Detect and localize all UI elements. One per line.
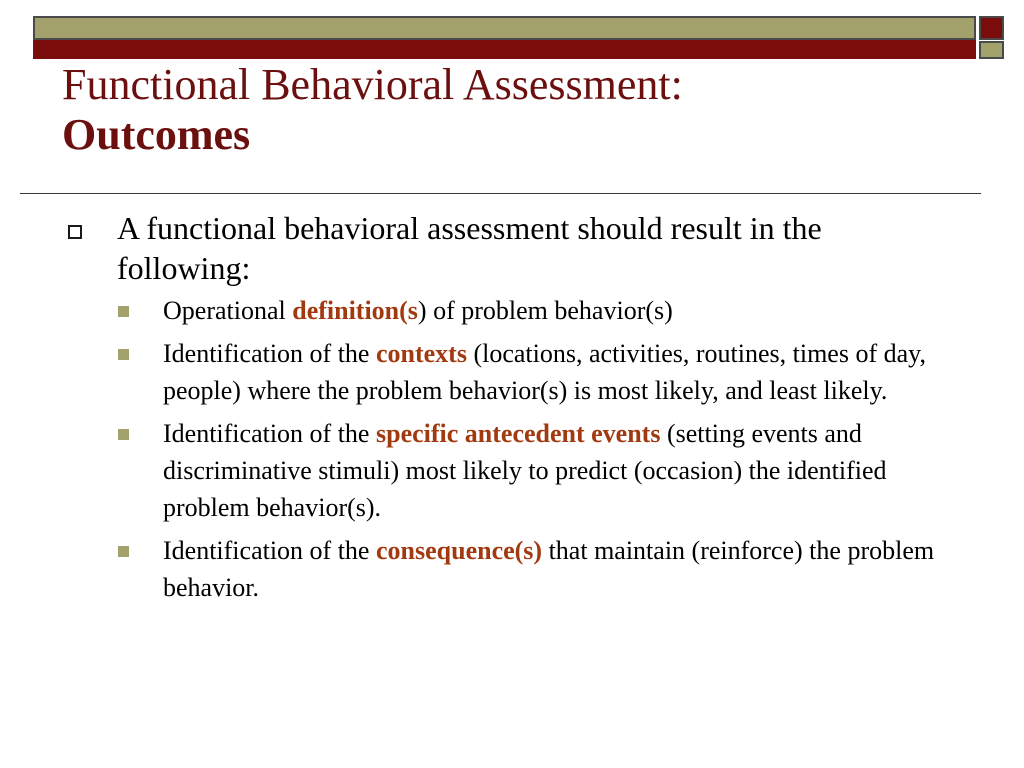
header-band-olive [33,16,976,40]
sub-item-text-after: (setting events and discriminative stimuli) most likely to predict (occasion) the identified problem behavior(s). [163,419,887,522]
main-bullet-text: A functional behavioral assessment should result in the following: [117,210,822,286]
corner-block-maroon [979,16,1004,40]
corner-block-olive [979,41,1004,59]
sub-item-highlight: consequence(s) [375,536,543,565]
title-line-1: Functional Behavioral Assessment: [62,60,683,109]
sub-item-highlight: definition(s [292,296,418,325]
filled-square-bullet-icon [118,306,129,317]
sub-bullet-item [0,335,1024,409]
main-bullet-item [0,208,1024,288]
header-band-maroon [33,40,976,59]
sub-item-highlight: specific antecedent events [375,419,661,448]
sub-bullet-item [0,532,1024,606]
sub-bullet-list [0,292,1024,606]
filled-square-bullet-icon [118,349,129,360]
sub-item-highlight: contexts [375,339,467,368]
filled-square-bullet-icon [118,429,129,440]
filled-square-bullet-icon [118,546,129,557]
sub-bullet-item [0,292,1024,329]
sub-item-text-after: (locations, activities, routines, times of day, people) where the problem behavior(s) is most likely, and least likely. [163,339,926,405]
hollow-square-bullet-icon [68,225,82,239]
sub-item-text-before: Operational [163,296,293,325]
title-divider [20,193,981,194]
sub-item-text-before: Identification of the [163,419,376,448]
sub-item-text-after: that maintain (reinforce) the problem behavior. [163,536,935,602]
slide-title [62,60,982,160]
sub-bullet-item [0,415,1024,526]
slide-body [0,208,1024,612]
title-line-2: Outcomes [62,110,251,159]
sub-item-text-before: Identification of the [163,536,376,565]
sub-item-text-after: ) of problem behavior(s) [417,296,673,325]
sub-item-text-before: Identification of the [163,339,376,368]
